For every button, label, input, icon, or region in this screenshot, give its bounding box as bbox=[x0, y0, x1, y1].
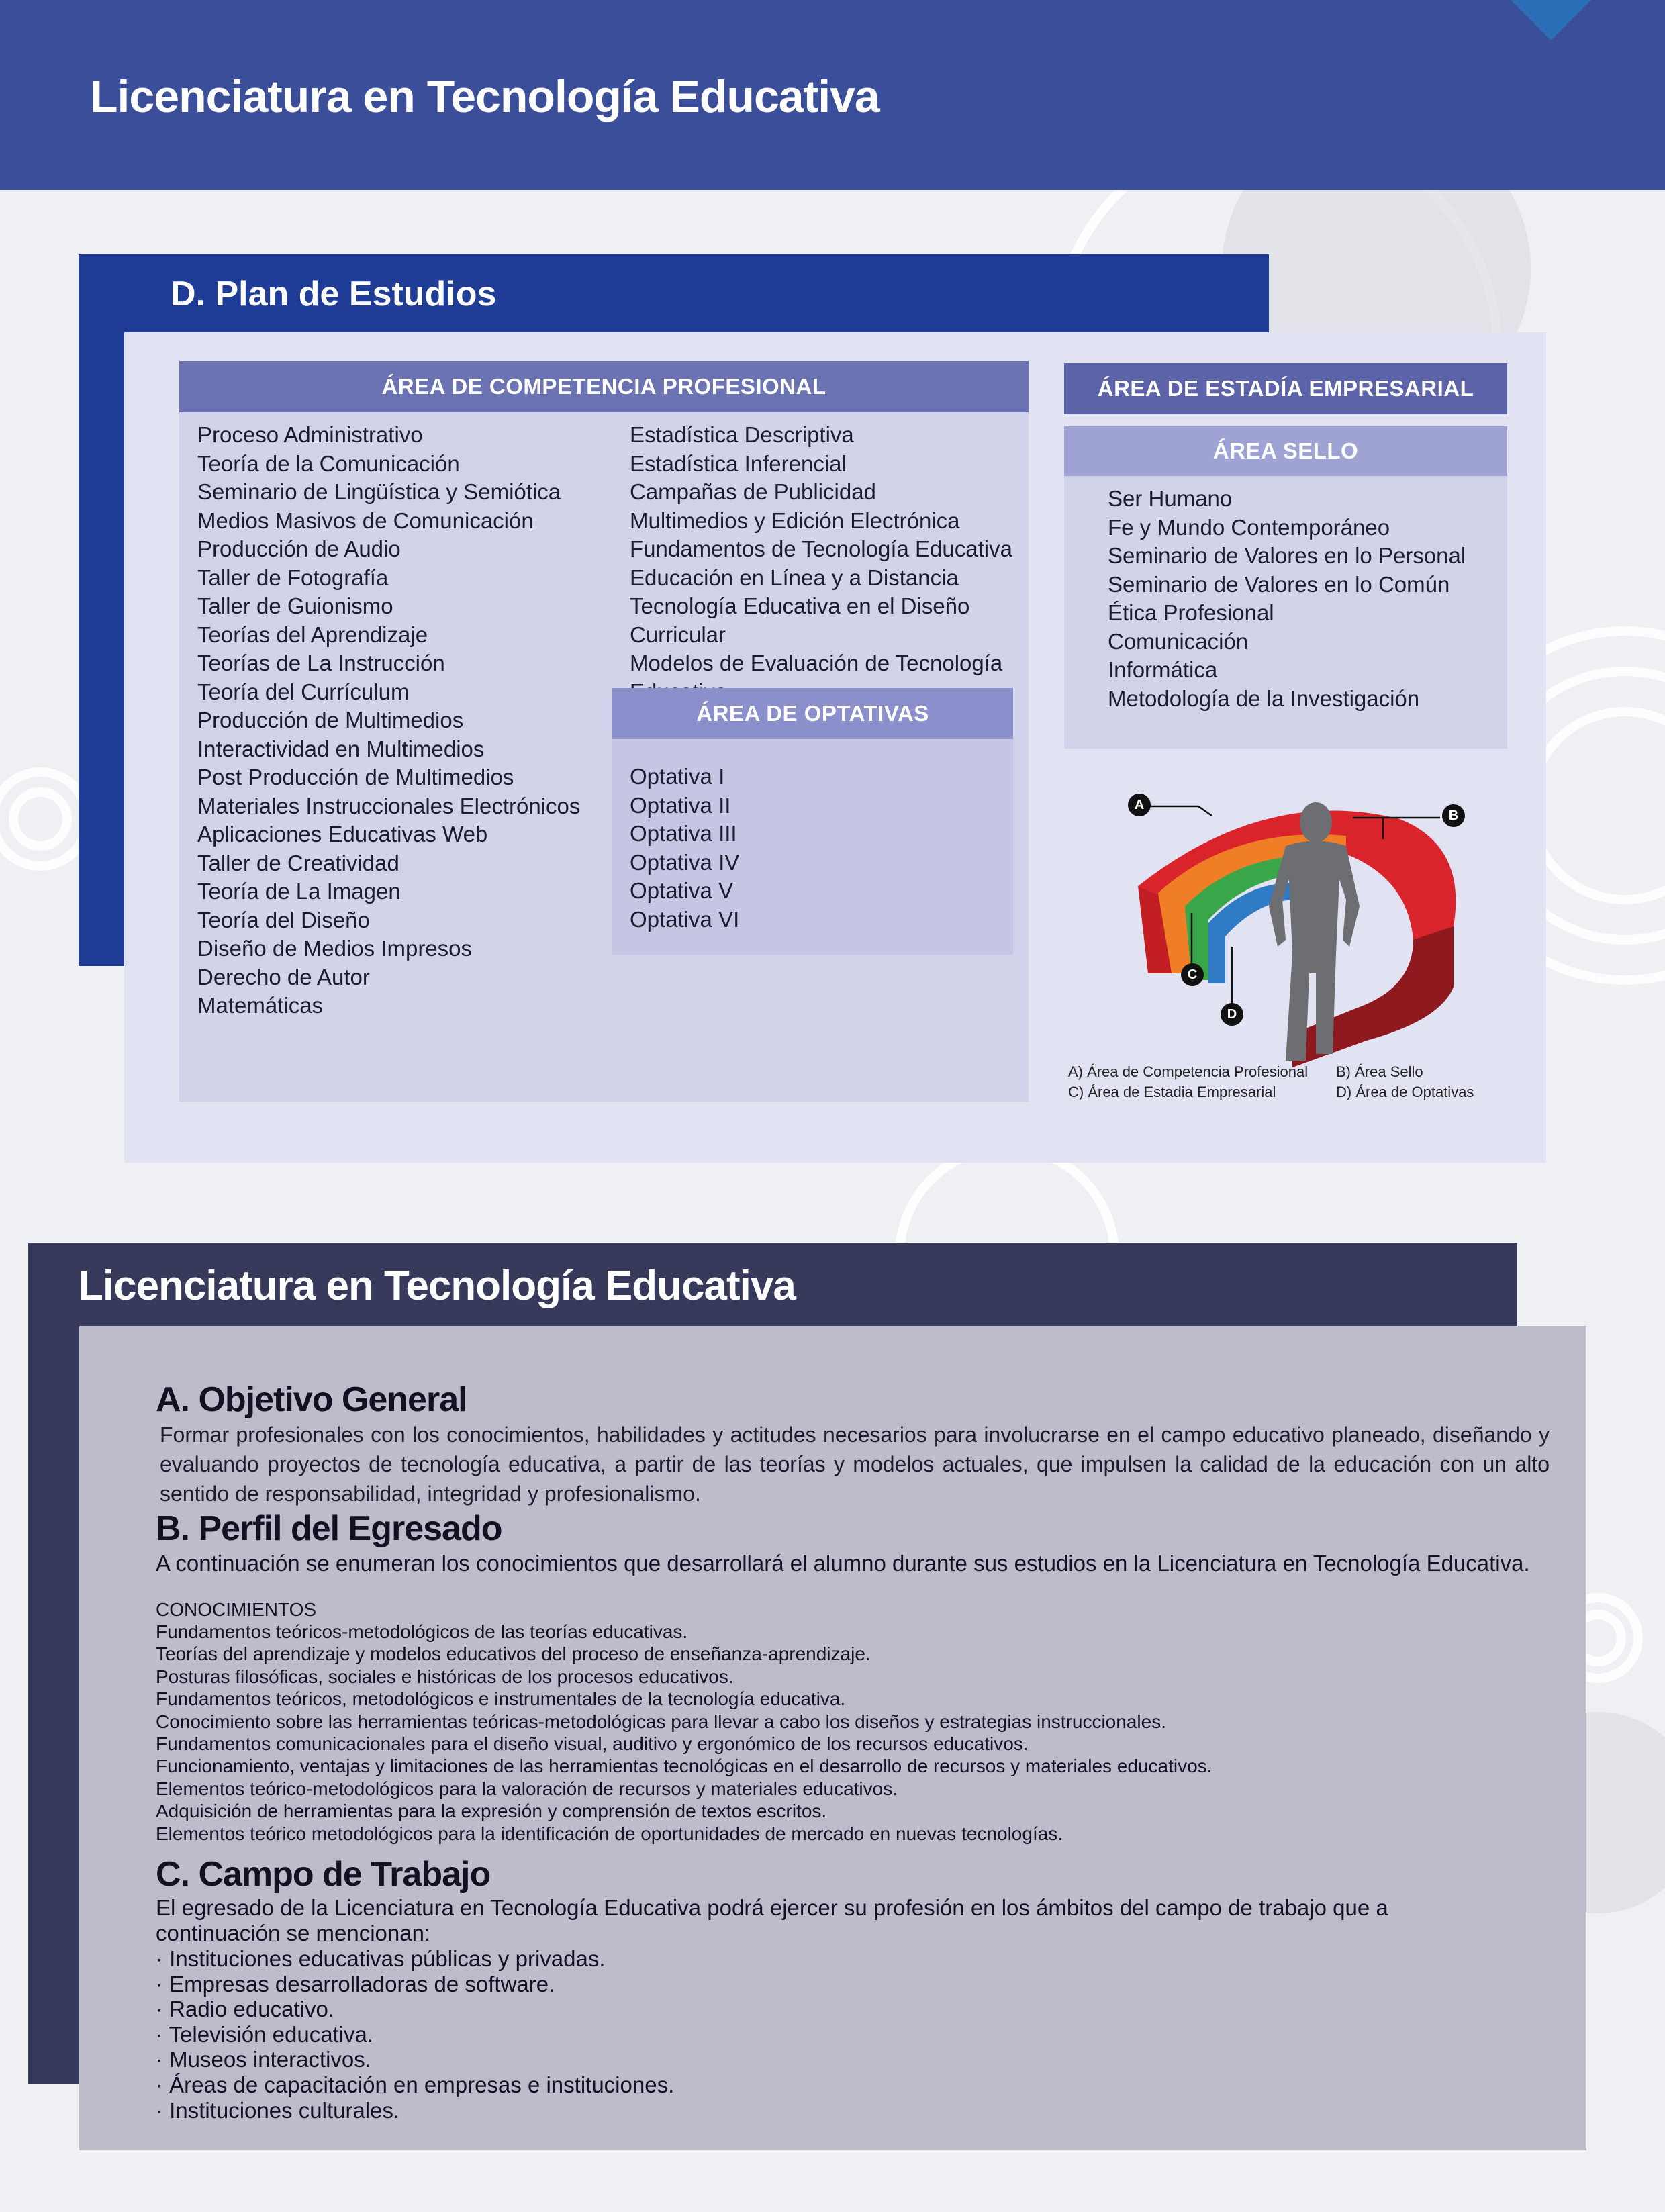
course-item: Estadística Descriptiva bbox=[630, 422, 854, 447]
course-item: Estadística Inferencial bbox=[630, 450, 847, 476]
course-item: Teoría de La Imagen bbox=[197, 879, 401, 904]
conocimiento-item: Fundamentos teóricos, metodológicos e instrumentales de la tecnología educativa. bbox=[156, 1688, 846, 1710]
course-item: Teorías de La Instrucción bbox=[197, 651, 445, 675]
marker-c: C bbox=[1181, 963, 1204, 986]
conocimiento-item: Posturas filosóficas, sociales e históricas de los procesos educativos. bbox=[156, 1666, 734, 1687]
course-item: Aplicaciones Educativas Web bbox=[197, 822, 488, 847]
legend-item: D) Área de Optativas bbox=[1336, 1084, 1474, 1100]
conocimiento-item: Elementos teórico-metodológicos para la valoración de recursos y materiales educativos. bbox=[156, 1778, 898, 1799]
sello-list bbox=[1108, 485, 1466, 713]
perfil-text: A continuación se enumeran los conocimientos que desarrollará el alumno durante sus estudios en la Licenciatura en Tecnología Educativa. bbox=[156, 1551, 1530, 1576]
conocimiento-item: Fundamentos teóricos-metodológicos de las teorías educativas. bbox=[156, 1621, 688, 1642]
diagram-legend-right bbox=[1336, 1062, 1474, 1102]
plan-title: D. Plan de Estudios bbox=[171, 275, 497, 314]
campo-item: · Áreas de capacitación en empresas e instituciones. bbox=[156, 2072, 675, 2097]
conocimiento-item: Fundamentos comunicacionales para el diseño visual, auditivo y ergonómico de los recursos educativos. bbox=[156, 1733, 1029, 1755]
course-item: Materiales Instruccionales Electrónicos bbox=[197, 793, 581, 818]
course-item: Taller de Fotografía bbox=[197, 565, 389, 590]
optativas-list bbox=[630, 763, 739, 934]
course-item: Post Producción de Multimedios bbox=[197, 765, 514, 789]
course-item: Producción de Audio bbox=[197, 536, 401, 561]
marker-d: D bbox=[1221, 1003, 1243, 1026]
course-item: Matemáticas bbox=[197, 993, 324, 1018]
sello-item: Ser Humano bbox=[1108, 486, 1233, 511]
optativa-item: Optativa II bbox=[630, 792, 731, 818]
course-item: Fundamentos de Tecnología Educativa bbox=[630, 536, 1012, 561]
campo-item: · Instituciones culturales. bbox=[156, 2097, 400, 2123]
sello-item: Ética Profesional bbox=[1108, 600, 1274, 625]
diagram-legend-left bbox=[1068, 1062, 1308, 1102]
legend-item: C) Área de Estadia Empresarial bbox=[1068, 1084, 1276, 1100]
sello-item: Comunicación bbox=[1108, 628, 1249, 654]
conocimiento-item: Funcionamiento, ventajas y limitaciones de las herramientas tecnológicas en el desarrollo de recursos y materiales educativos. bbox=[156, 1756, 1212, 1777]
course-item: Interactividad en Multimedios bbox=[197, 736, 485, 761]
optativa-item: Optativa VI bbox=[630, 906, 740, 932]
optativa-item: Optativa IV bbox=[630, 849, 740, 875]
campo-heading: C. Campo de Trabajo bbox=[156, 1855, 491, 1894]
conocimiento-item: Elementos teórico metodológicos para la identificación de oportunidades de mercado en nuevas tecnologías. bbox=[156, 1823, 1063, 1844]
campo-item: · Instituciones educativas públicas y privadas. bbox=[156, 1946, 606, 1971]
competencia-list-col1 bbox=[197, 421, 580, 1020]
campo-item: · Museos interactivos. bbox=[156, 2047, 371, 2072]
conocimiento-item: Teorías del aprendizaje y modelos educativos del proceso de enseñanza-aprendizaje. bbox=[156, 1643, 871, 1665]
course-item: Seminario de Lingüística y Semiótica bbox=[197, 479, 561, 504]
objetivo-heading: A. Objetivo General bbox=[156, 1380, 467, 1419]
optativa-item: Optativa V bbox=[630, 878, 734, 903]
campo-list bbox=[156, 1946, 674, 2123]
campo-item: · Televisión educativa. bbox=[156, 2021, 374, 2047]
marker-a: A bbox=[1128, 794, 1151, 816]
course-item: Modelos de Evaluación de Tecnología bbox=[630, 651, 1003, 675]
competencia-list-col2 bbox=[630, 421, 1026, 706]
course-item: Teorías del Aprendizaje bbox=[197, 622, 428, 647]
campo-item: · Empresas desarrolladoras de software. bbox=[156, 1971, 555, 1997]
course-item: Campañas de Publicidad bbox=[630, 479, 876, 504]
campo-text: El egresado de la Licenciatura en Tecnología Educativa podrá ejercer su profesión en los ámbitos del campo de trabajo que a continuación se mencionan: bbox=[156, 1895, 1388, 1945]
areas-diagram bbox=[1064, 772, 1534, 1108]
course-item: Tecnología Educativa en el Diseño Curricular bbox=[630, 593, 970, 647]
marker-b: B bbox=[1442, 804, 1465, 827]
course-item: Diseño de Medios Impresos bbox=[197, 936, 473, 961]
sello-header: ÁREA SELLO bbox=[1064, 426, 1507, 476]
page-title: Licenciatura en Tecnología Educativa bbox=[90, 71, 879, 122]
optativa-item: Optativa I bbox=[630, 764, 725, 789]
conocimientos-list bbox=[156, 1621, 1212, 1845]
estadia-header: ÁREA DE ESTADÍA EMPRESARIAL bbox=[1064, 363, 1507, 414]
conocimientos-label: CONOCIMIENTOS bbox=[156, 1599, 317, 1620]
course-item: Producción de Multimedios bbox=[197, 708, 464, 732]
legend-item: A) Área de Competencia Profesional bbox=[1068, 1063, 1309, 1080]
course-item: Teoría del Currículum bbox=[197, 679, 410, 704]
conocimiento-item: Adquisición de herramientas para la expresión y comprensión de textos escritos. bbox=[156, 1800, 827, 1822]
sello-item: Informática bbox=[1108, 657, 1218, 682]
course-item: Educación en Línea y a Distancia bbox=[630, 565, 959, 590]
course-item: Taller de Guionismo bbox=[197, 593, 393, 618]
course-item: Derecho de Autor bbox=[197, 964, 370, 990]
campo-item: · Radio educativo. bbox=[156, 1997, 334, 2022]
competencia-header: ÁREA DE COMPETENCIA PROFESIONAL bbox=[179, 361, 1029, 412]
course-item: Teoría de la Comunicación bbox=[197, 450, 460, 476]
optativas-header: ÁREA DE OPTATIVAS bbox=[612, 688, 1013, 739]
course-item: Medios Masivos de Comunicación bbox=[197, 508, 534, 533]
profile-section-title: Licenciatura en Tecnología Educativa bbox=[78, 1263, 796, 1309]
sello-item: Metodología de la Investigación bbox=[1108, 685, 1420, 711]
perfil-heading: B. Perfil del Egresado bbox=[156, 1509, 502, 1548]
course-item: Proceso Administrativo bbox=[197, 422, 423, 447]
legend-item: B) Área Sello bbox=[1336, 1063, 1423, 1080]
objetivo-text: Formar profesionales con los conocimientos, habilidades y actitudes necesarios para involucrarse en el campo educativo planeado, diseñando y evaluando proyectos de tecnología educativa, a partir de las teorías y modelos actuales, que impulsen la calidad de la educación con un alto sentido de responsabilidad, integridad y profesionalismo. bbox=[160, 1423, 1550, 1506]
course-item: Multimedios y Edición Electrónica bbox=[630, 508, 960, 533]
sello-item: Seminario de Valores en lo Común bbox=[1108, 571, 1450, 597]
corner-triangle-icon bbox=[1511, 0, 1591, 40]
course-item: Taller de Creatividad bbox=[197, 850, 399, 875]
course-item: Teoría del Diseño bbox=[197, 907, 370, 932]
optativa-item: Optativa III bbox=[630, 821, 737, 846]
sello-item: Fe y Mundo Contemporáneo bbox=[1108, 514, 1390, 540]
sello-item: Seminario de Valores en lo Personal bbox=[1108, 543, 1466, 568]
conocimiento-item: Conocimiento sobre las herramientas teóricas-metodológicas para llevar a cabo los diseños y estrategias instruccionales. bbox=[156, 1711, 1166, 1732]
